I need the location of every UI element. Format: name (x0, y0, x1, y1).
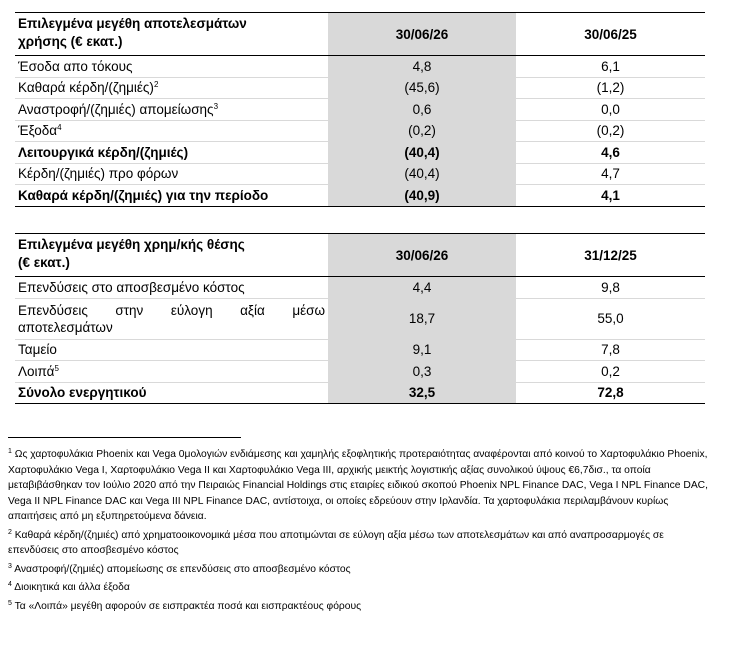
row-label: Κέρδη/(ζημιές) προ φόρων (15, 163, 328, 185)
row-value-prior: 0,0 (516, 99, 705, 121)
footnotes (8, 447, 708, 617)
results-table (15, 12, 705, 207)
row-value-prior: 6,1 (516, 56, 705, 78)
row-value-current: (45,6) (328, 77, 516, 99)
results-col-header-prior: 30/06/25 (516, 13, 705, 56)
row-value-prior: 7,8 (516, 339, 705, 361)
table-row (15, 56, 705, 78)
table-row (15, 163, 705, 185)
row-label: Ταμείο (15, 339, 328, 361)
footnote-number: 4 (8, 581, 12, 588)
row-label: Καθαρά κέρδη/$(\zeta\eta\mu\iota έ\varsigma)^2$ (15, 77, 328, 99)
row-value-current: (40,9) (328, 185, 516, 207)
table-row-subtotal (15, 142, 705, 164)
row-value-current: 0,6 (328, 99, 516, 121)
row-label: Λειτουργικά κέρδη/(ζημιές) (15, 142, 328, 164)
table-row (15, 339, 705, 361)
row-value-prior: (1,2) (516, 77, 705, 99)
table-row (15, 298, 705, 339)
row-value-current: 4,4 (328, 277, 516, 299)
row-label: Επενδύσεις στο αποσβεσμένο κόστος (15, 277, 328, 299)
row-label: Σύνολο ενεργητικού (15, 382, 328, 404)
results-table-header (15, 13, 705, 56)
footnote (8, 562, 708, 578)
footnote-text: Αναστροφή/(ζημιές) απομείωσης σε επενδύσεις στο αποσβεσμένο κόστος (14, 563, 351, 575)
footnote-ref: 4 (57, 123, 62, 133)
table-row (15, 120, 705, 142)
row-value-current: (0,2) (328, 120, 516, 142)
footnote-number: 1 (8, 448, 12, 455)
footnote-text: Καθαρά κέρδη/(ζημιές) από χρηματοοικονομικά μέσα που αποτιμώνται σε εύλογη αξία μέσω των αποτελεσμάτων και από αναπροσαρμογές σε επενδύσεις στο αποσβεσμένο κόστος (8, 529, 664, 556)
row-value-prior: 0,2 (516, 361, 705, 383)
footnote-ref: 3 (213, 101, 219, 111)
row-value-prior: 4,6 (516, 142, 705, 164)
row-value-prior: (0,2) (516, 120, 705, 142)
row-label-line1: Επενδύσεις στην εύλογη αξία μέσω (18, 302, 325, 318)
row-value-prior: 4,7 (516, 163, 705, 185)
balance-table (15, 233, 705, 404)
table-row (15, 361, 705, 383)
footnote-text: Ως χαρτοφυλάκια Phoenix και Vega 0μολογιών ενδιάμεσης και χαμηλής εξοφλητικής προτεραιότητας αναφέρονται από κοινού το Χαρτοφυλάκιο Phoenix, Χαρτοφυλάκιο Vega I, Χαρτοφυλάκιο Vega II και Χαρτοφυλάκιο Vega III, αρχικής μεικτής λογιστικής αξίας συνολικού ύψους €6,7δισ., τα οποία μεταβιβάσθηκαν τον Ιούλιο 2020 από την Πειραιώς Financial Holdings στις εταιρίες ειδικού σκοπού Phoenix NPL Finance DAC, Vega I NPL Finance DAC, Vega II NPL Finance DAC και Vega III NPL Finance DAC, αντίστοιχα, οι οποίες εδρεύουν στην Ιρλανδία. Τα χαρτοφυλάκια περιλαμβάνουν κυρίως απαιτήσεις από μη εξυπηρετούμενα δάνεια. (8, 449, 708, 522)
row-label: Έξοδα$^4$ (15, 120, 328, 142)
balance-table-title (15, 234, 328, 277)
balance-col-header-prior: 31/12/25 (516, 234, 705, 277)
footnote-ref: 2 (153, 80, 159, 90)
footnote-number: 2 (8, 528, 12, 536)
balance-col-header-current: 30/06/26 (328, 234, 516, 277)
balance-table-header (15, 234, 705, 277)
footnote (8, 580, 708, 596)
row-value-prior: 72,8 (516, 382, 705, 404)
row-label: Αναστροφή/(ζημιές) απομείωσης$^3$ (15, 99, 328, 121)
footnote (8, 528, 708, 559)
row-value-current: 9,1 (328, 339, 516, 361)
row-value-current: (40,4) (328, 142, 516, 164)
row-label: Καθαρά κέρδη/(ζημιές) για την περίοδο (15, 185, 328, 207)
row-value-current: (40,4) (328, 163, 516, 185)
row-label (15, 298, 328, 339)
footnote-number: 3 (8, 562, 12, 570)
table-row (15, 277, 705, 299)
table-row (15, 77, 705, 99)
row-label: Έσοδα απο τόκους (15, 56, 328, 78)
footnote-ref: 5 (54, 363, 59, 373)
row-label: Λοιπά$^5$ (15, 361, 328, 383)
footnote-text: Τα «Λοιπά» μεγέθη αφορούν σε εισπρακτέα ποσά και εισπρακτέους φόρους (14, 600, 362, 612)
table-row-total (15, 382, 705, 404)
footnote-number: 5 (8, 599, 12, 607)
footnote-separator (8, 437, 241, 438)
results-title-line1: Επιλεγμένα μεγέθη αποτελεσμάτων (18, 16, 247, 31)
footnote (8, 599, 708, 615)
row-value-prior: 9,8 (516, 277, 705, 299)
table-row-total (15, 185, 705, 207)
balance-title-line1: Επιλεγμένα μεγέθη χρημ/κής θέσης (18, 237, 245, 252)
footnote-text: Διοικητικά και άλλα έξοδα (14, 582, 130, 593)
results-title-line2: χρήσης (€ εκατ.) (18, 34, 123, 49)
row-value-current: 32,5 (328, 382, 516, 404)
row-label-line2: αποτελεσμάτων (18, 319, 113, 335)
results-table-title (15, 13, 328, 56)
row-value-current: 18,7 (328, 298, 516, 339)
row-value-prior: 4,1 (516, 185, 705, 207)
row-value-prior: 55,0 (516, 298, 705, 339)
footnote (8, 447, 708, 525)
results-col-header-current: 30/06/26 (328, 13, 516, 56)
balance-title-line2: (€ εκατ.) (18, 255, 70, 270)
table-row (15, 99, 705, 121)
row-value-current: 4,8 (328, 56, 516, 78)
row-value-current: 0,3 (328, 361, 516, 383)
